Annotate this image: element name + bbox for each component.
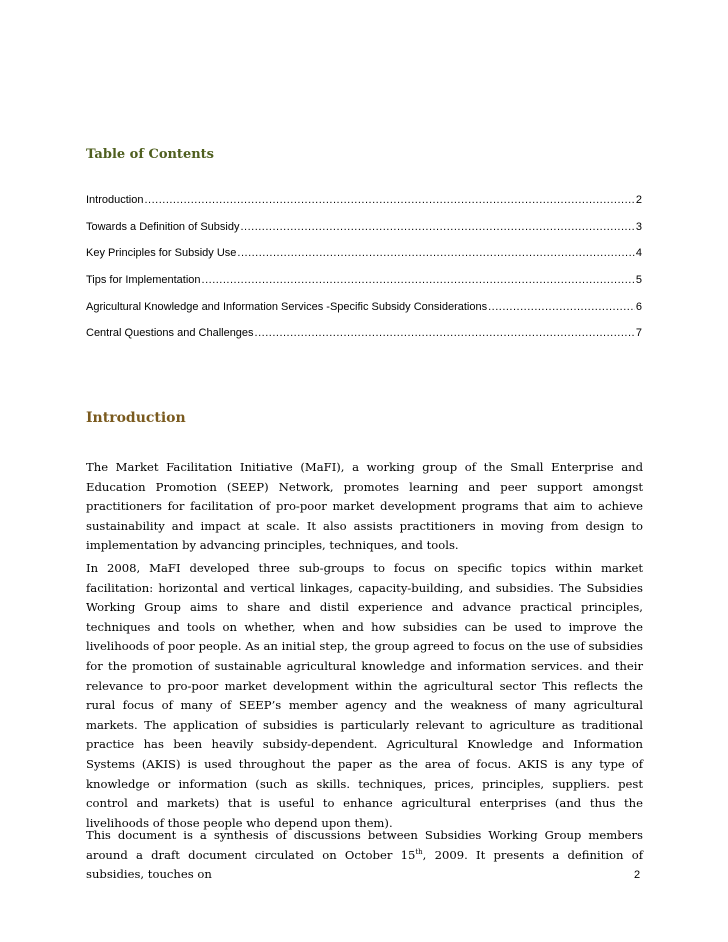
toc-entry-page: 6 [635, 300, 642, 313]
table-of-contents [86, 193, 642, 353]
toc-leader-dots [488, 300, 635, 314]
section-heading: Introduction [86, 410, 186, 426]
toc-entry-label: Towards a Definition of Subsidy [86, 220, 240, 233]
toc-leader-dots [202, 273, 635, 287]
toc-entry-akis-considerations[interactable] [86, 300, 642, 314]
toc-entry-label: Tips for Implementation [86, 274, 201, 287]
toc-entry-page: 5 [635, 274, 642, 287]
intro-paragraph-3 [86, 826, 643, 885]
toc-entry-page: 2 [635, 194, 642, 206]
intro-paragraph-1: The Market Facilitation Initiative (MaFI), a working group of the Small Enterprise and Education Promotion (SEEP) Network, promotes learning and peer support amongst practitioners for facilitation of pro-poor market development programs that aim to achieve sustainability and impact at scale. It also assists practitioners in moving from design to implementation by advancing principles, techniques, and tools. [86, 460, 643, 553]
toc-entry-definition-of-subsidy[interactable] [86, 220, 642, 234]
toc-entry-page: 7 [635, 327, 642, 340]
page-number: 2 [634, 869, 641, 881]
toc-entry-central-questions[interactable] [86, 326, 642, 340]
ordinal-suffix: th [415, 847, 423, 856]
toc-entry-label: Agricultural Knowledge and Information Services -Specific Subsidy Considerations [86, 300, 488, 313]
toc-entry-label: Introduction [86, 194, 144, 206]
paragraph-text: , 2009. It presents a definition of subsidies, touches on [86, 847, 643, 882]
paragraph-text: This document is a synthesis of discussions between Subsidies Working Group members around a draft document circulated on October 15 [86, 828, 643, 862]
toc-leader-dots [237, 246, 634, 260]
toc-entry-label: Key Principles for Subsidy Use [86, 247, 237, 260]
toc-leader-dots [255, 326, 635, 340]
toc-leader-dots [144, 193, 634, 207]
toc-title: Table of Contents [86, 147, 214, 162]
toc-entry-page: 3 [635, 220, 642, 233]
toc-entry-tips-for-implementation[interactable] [86, 273, 642, 287]
toc-entry-key-principles[interactable] [86, 246, 642, 260]
toc-entry-label: Central Questions and Challenges [86, 327, 254, 340]
toc-entry-introduction[interactable] [86, 193, 642, 207]
intro-paragraph-2: In 2008, MaFI developed three sub-groups to focus on specific topics within market facilitation: horizontal and vertical linkages, capacity-building, and subsidies. The Subsidies Working Group aims to share and distil experience and advance practical principles, techniques and tools on whether, when and how subsidies can be used to improve the livelihoods of poor people. As an initial step, the group agreed to focus on the use of subsidies for the promotion of sustainable agricultural knowledge and information services. and their relevance to pro-poor market development within the agricultural sector This reflects the rural focus of many of SEEP’s member agency and the weakness of many agricultural markets. The application of subsidies is particularly relevant to agriculture as traditional practice has been heavily subsidy-dependent. Agricultural Knowledge and Information Systems (AKIS) is used throughout the paper as the area of focus. AKIS is any type of knowledge or information (such as skills. techniques, prices, principles, suppliers. pest control and markets) that is useful to enhance agricultural enterprises (and thus the livelihoods of those people who depend upon them). [86, 561, 643, 830]
toc-leader-dots [240, 220, 634, 234]
toc-entry-page: 4 [635, 247, 642, 260]
